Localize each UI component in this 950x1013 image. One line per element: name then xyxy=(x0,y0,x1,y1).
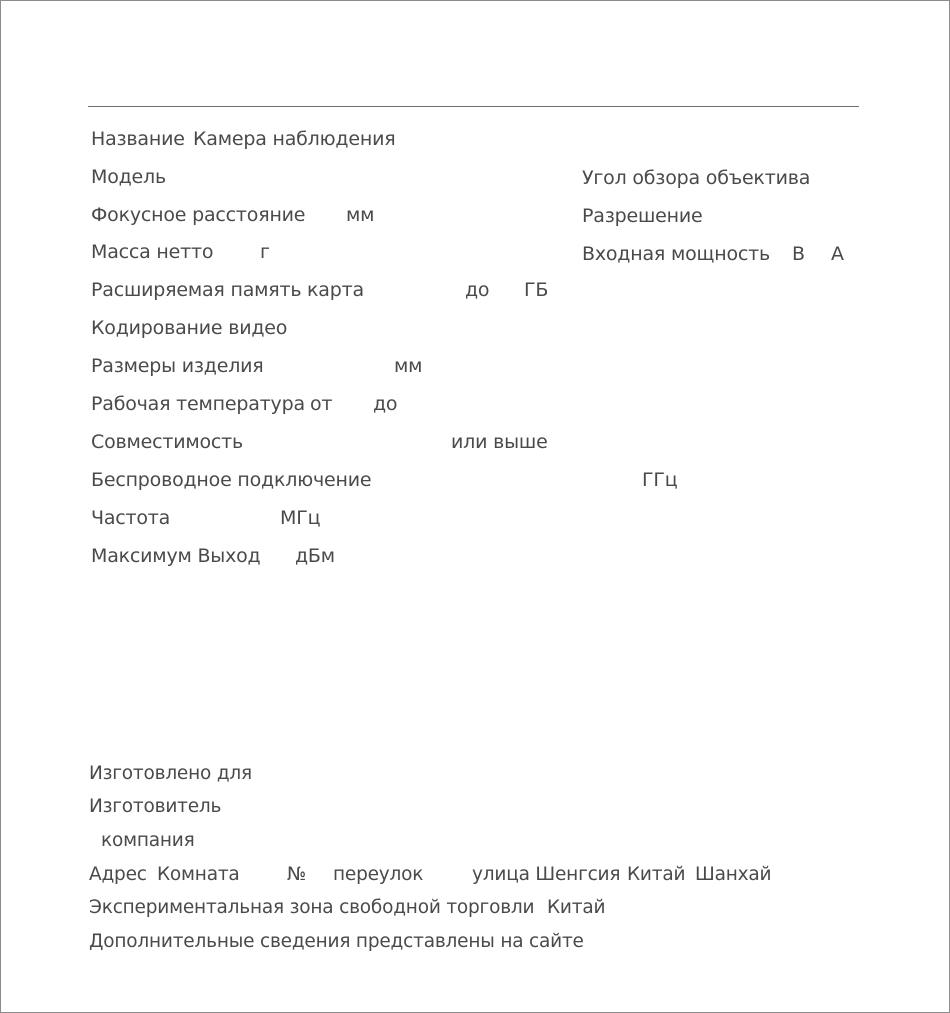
manufacturer-label: Изготовитель xyxy=(89,796,222,817)
operating-temp-from: от xyxy=(310,393,333,415)
dimensions-unit: мм xyxy=(394,355,423,377)
wireless-label: Беспроводное подключение xyxy=(91,469,372,491)
memory-unit: ГБ xyxy=(524,279,549,301)
focal-length-unit: мм xyxy=(346,204,375,226)
net-mass-unit: г xyxy=(260,241,270,263)
address-country: Китай xyxy=(627,864,686,885)
net-mass-label: Масса нетто xyxy=(91,241,214,263)
input-power-volt-unit: В xyxy=(792,243,805,265)
address-city: Шанхай xyxy=(695,864,772,885)
free-trade-zone-country: Китай xyxy=(547,897,606,918)
frequency-label: Частота xyxy=(91,507,171,529)
max-output-unit: дБм xyxy=(295,545,335,567)
name-value: Камера наблюдения xyxy=(193,128,396,150)
address-number-sign: № xyxy=(287,864,307,885)
made-for-label: Изготовлено для xyxy=(89,763,252,784)
free-trade-zone: Экспериментальная зона свободной торговли xyxy=(89,897,535,918)
view-angle-label: Угол обзора объектива xyxy=(582,167,811,189)
video-encoding-label: Кодирование видео xyxy=(91,317,288,339)
input-power-amp-unit: А xyxy=(831,243,844,265)
resolution-label: Разрешение xyxy=(582,205,703,227)
operating-temp-label: Рабочая температура xyxy=(91,393,305,415)
top-rule xyxy=(88,106,859,107)
memory-upto: до xyxy=(465,279,490,301)
max-output-label: Максимум Выход xyxy=(91,545,261,567)
name-label: Название xyxy=(91,128,185,150)
memory-card: карта xyxy=(307,279,364,301)
more-info-text: Дополнительные сведения представлены на сайте xyxy=(89,931,584,952)
input-power-label: Входная мощность xyxy=(582,243,770,265)
compatibility-label: Совместимость xyxy=(91,431,244,453)
focal-length-label: Фокусное расстояние xyxy=(91,204,306,226)
frequency-unit: МГц xyxy=(280,507,321,529)
model-label: Модель xyxy=(91,166,166,188)
company-label: компания xyxy=(101,830,195,851)
dimensions-label: Размеры изделия xyxy=(91,355,264,377)
address-lane: переулок xyxy=(333,864,424,885)
address-street: улица Шенгсия xyxy=(472,864,621,885)
wireless-unit: ГГц xyxy=(642,469,678,491)
operating-temp-to: до xyxy=(373,393,398,415)
memory-label: Расширяемая память xyxy=(91,279,302,301)
address-room: Комната xyxy=(157,864,240,885)
compatibility-suffix: или выше xyxy=(451,431,548,453)
address-label: Адрес xyxy=(89,864,147,885)
